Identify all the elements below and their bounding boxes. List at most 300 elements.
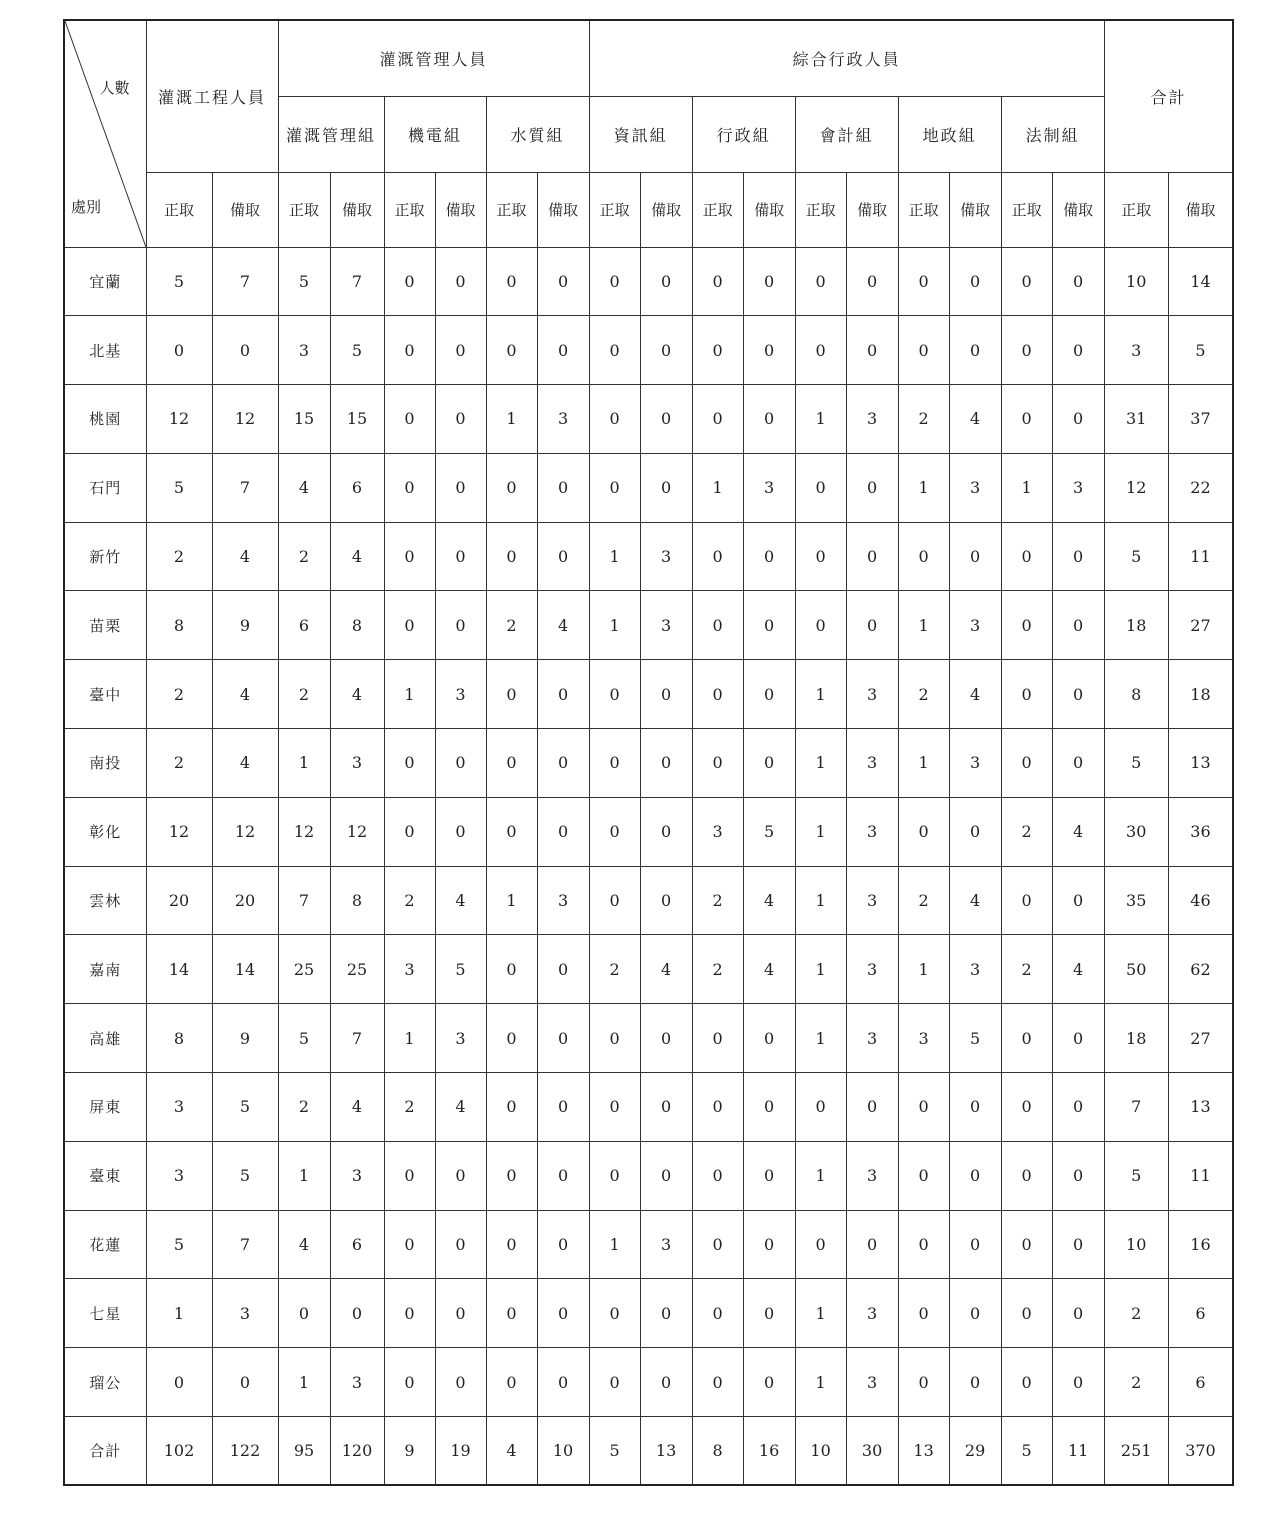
region-cell: 南投 [64,729,146,798]
value-cell: 0 [589,1004,640,1073]
corner-region-label: 處別 [71,197,102,216]
quota-table [63,19,1234,1486]
value-cell: 46 [1168,866,1233,935]
table-row [64,385,1233,454]
value-cell: 0 [486,1073,537,1142]
region-cell: 嘉南 [64,935,146,1004]
value-cell: 0 [795,247,846,316]
value-cell: 0 [743,316,795,385]
subgroup-header: 地政組 [898,96,1001,172]
value-cell: 0 [949,247,1001,316]
value-cell: 8 [1104,660,1168,729]
value-cell: 5 [589,1417,640,1486]
value-cell: 0 [1001,729,1052,798]
value-cell: 0 [146,1348,212,1417]
value-cell: 1 [486,866,537,935]
value-cell: 0 [692,247,743,316]
value-cell: 8 [330,866,384,935]
value-cell: 370 [1168,1417,1233,1486]
value-cell: 0 [1001,522,1052,591]
value-cell: 0 [384,1210,435,1279]
value-cell: 3 [743,453,795,522]
value-cell: 5 [212,1073,278,1142]
value-cell: 2 [278,1073,330,1142]
value-cell: 0 [898,316,949,385]
value-cell: 0 [692,1210,743,1279]
subgroup-header: 行政組 [692,96,795,172]
value-cell: 0 [1001,866,1052,935]
value-cell: 0 [1001,1210,1052,1279]
value-cell: 0 [898,522,949,591]
value-cell: 8 [146,591,212,660]
region-cell: 宜蘭 [64,247,146,316]
quota-table-container [63,19,1234,1486]
value-cell: 2 [384,1073,435,1142]
value-cell: 0 [640,1348,692,1417]
value-cell: 25 [278,935,330,1004]
value-cell: 12 [146,385,212,454]
value-cell: 0 [795,1210,846,1279]
value-cell: 20 [212,866,278,935]
kind-header-alternate: 備取 [846,172,898,247]
value-cell: 3 [846,385,898,454]
value-cell: 0 [949,522,1001,591]
value-cell: 3 [692,797,743,866]
value-cell: 9 [212,591,278,660]
value-cell: 0 [486,316,537,385]
value-cell: 1 [898,935,949,1004]
value-cell: 0 [743,247,795,316]
value-cell: 11 [1168,1141,1233,1210]
value-cell: 0 [486,660,537,729]
value-cell: 0 [589,660,640,729]
value-cell: 0 [692,1279,743,1348]
value-cell: 0 [640,316,692,385]
value-cell: 0 [486,453,537,522]
table-body [64,247,1233,1485]
value-cell: 0 [692,385,743,454]
value-cell: 6 [1168,1279,1233,1348]
kind-header-primary: 正取 [146,172,212,247]
table-row [64,591,1233,660]
value-cell: 4 [212,729,278,798]
value-cell: 3 [537,866,589,935]
value-cell: 5 [278,1004,330,1073]
value-cell: 12 [1104,453,1168,522]
value-cell: 0 [384,1279,435,1348]
value-cell: 0 [146,316,212,385]
region-cell: 七星 [64,1279,146,1348]
value-cell: 0 [692,316,743,385]
value-cell: 0 [640,385,692,454]
value-cell: 0 [537,1279,589,1348]
value-cell: 16 [743,1417,795,1486]
value-cell: 3 [640,591,692,660]
table-row [64,453,1233,522]
value-cell: 0 [795,1073,846,1142]
value-cell: 0 [1052,1004,1104,1073]
value-cell: 1 [589,1210,640,1279]
value-cell: 2 [1104,1348,1168,1417]
value-cell: 0 [692,729,743,798]
value-cell: 0 [1001,1348,1052,1417]
region-cell: 北基 [64,316,146,385]
value-cell: 0 [1001,1279,1052,1348]
value-cell: 0 [949,1210,1001,1279]
value-cell: 15 [278,385,330,454]
region-cell: 瑠公 [64,1348,146,1417]
management-header: 灌溉管理人員 [278,20,589,96]
value-cell: 0 [1052,316,1104,385]
value-cell: 0 [1001,591,1052,660]
value-cell: 4 [278,453,330,522]
value-cell: 5 [146,247,212,316]
value-cell: 5 [1104,522,1168,591]
value-cell: 13 [1168,729,1233,798]
value-cell: 0 [898,797,949,866]
value-cell: 11 [1052,1417,1104,1486]
kind-header-primary: 正取 [795,172,846,247]
table-row [64,1210,1233,1279]
kind-header-alternate: 備取 [743,172,795,247]
value-cell: 0 [486,1348,537,1417]
table-row [64,1141,1233,1210]
value-cell: 0 [743,1348,795,1417]
value-cell: 5 [212,1141,278,1210]
value-cell: 0 [486,1004,537,1073]
value-cell: 0 [949,797,1001,866]
value-cell: 4 [435,866,486,935]
value-cell: 0 [795,453,846,522]
value-cell: 2 [278,660,330,729]
value-cell: 1 [486,385,537,454]
value-cell: 1 [795,935,846,1004]
kind-header-alternate: 備取 [949,172,1001,247]
value-cell: 16 [1168,1210,1233,1279]
value-cell: 0 [384,247,435,316]
value-cell: 0 [486,1210,537,1279]
value-cell: 4 [212,522,278,591]
region-cell: 桃園 [64,385,146,454]
value-cell: 0 [1052,522,1104,591]
value-cell: 4 [278,1210,330,1279]
value-cell: 0 [537,935,589,1004]
value-cell: 0 [435,729,486,798]
value-cell: 1 [384,1004,435,1073]
value-cell: 0 [537,797,589,866]
value-cell: 0 [949,1073,1001,1142]
value-cell: 0 [1052,591,1104,660]
value-cell: 2 [146,522,212,591]
value-cell: 0 [589,1348,640,1417]
value-cell: 0 [1052,247,1104,316]
value-cell: 0 [692,1348,743,1417]
value-cell: 102 [146,1417,212,1486]
value-cell: 7 [1104,1073,1168,1142]
value-cell: 4 [1052,935,1104,1004]
value-cell: 3 [330,729,384,798]
value-cell: 0 [384,1348,435,1417]
value-cell: 0 [640,453,692,522]
value-cell: 0 [330,1279,384,1348]
value-cell: 0 [1052,1279,1104,1348]
value-cell: 3 [537,385,589,454]
value-cell: 0 [589,797,640,866]
value-cell: 0 [537,1004,589,1073]
value-cell: 4 [949,660,1001,729]
value-cell: 4 [212,660,278,729]
value-cell: 7 [212,453,278,522]
value-cell: 13 [640,1417,692,1486]
value-cell: 0 [692,660,743,729]
value-cell: 0 [1052,385,1104,454]
value-cell: 2 [692,866,743,935]
value-cell: 3 [846,935,898,1004]
value-cell: 0 [589,866,640,935]
value-cell: 3 [212,1279,278,1348]
value-cell: 18 [1104,1004,1168,1073]
value-cell: 0 [640,1279,692,1348]
value-cell: 0 [692,1141,743,1210]
value-cell: 2 [898,660,949,729]
region-cell: 臺東 [64,1141,146,1210]
value-cell: 8 [692,1417,743,1486]
value-cell: 1 [384,660,435,729]
value-cell: 0 [640,866,692,935]
value-cell: 1 [795,797,846,866]
value-cell: 0 [846,522,898,591]
value-cell: 9 [384,1417,435,1486]
value-cell: 3 [640,522,692,591]
value-cell: 4 [949,866,1001,935]
value-cell: 3 [640,1210,692,1279]
value-cell: 0 [589,1279,640,1348]
region-cell: 合計 [64,1417,146,1486]
value-cell: 8 [330,591,384,660]
value-cell: 4 [743,935,795,1004]
value-cell: 2 [278,522,330,591]
value-cell: 0 [743,1279,795,1348]
value-cell: 62 [1168,935,1233,1004]
value-cell: 3 [846,1004,898,1073]
value-cell: 1 [1001,453,1052,522]
value-cell: 1 [278,1348,330,1417]
value-cell: 7 [212,1210,278,1279]
value-cell: 30 [1104,797,1168,866]
value-cell: 0 [384,385,435,454]
value-cell: 0 [1001,1004,1052,1073]
kind-header-primary: 正取 [384,172,435,247]
table-row [64,1004,1233,1073]
value-cell: 0 [212,1348,278,1417]
value-cell: 7 [278,866,330,935]
value-cell: 251 [1104,1417,1168,1486]
value-cell: 0 [743,1141,795,1210]
value-cell: 0 [537,729,589,798]
value-cell: 0 [435,1141,486,1210]
value-cell: 0 [898,1279,949,1348]
value-cell: 4 [640,935,692,1004]
value-cell: 8 [146,1004,212,1073]
value-cell: 30 [846,1417,898,1486]
subgroup-header: 灌溉管理組 [278,96,384,172]
value-cell: 0 [589,1073,640,1142]
value-cell: 7 [330,1004,384,1073]
value-cell: 0 [486,1279,537,1348]
value-cell: 14 [212,935,278,1004]
kind-header-alternate: 備取 [435,172,486,247]
value-cell: 120 [330,1417,384,1486]
table-row [64,316,1233,385]
value-cell: 0 [743,1210,795,1279]
value-cell: 0 [692,591,743,660]
value-cell: 4 [743,866,795,935]
value-cell: 95 [278,1417,330,1486]
value-cell: 0 [537,247,589,316]
value-cell: 3 [435,1004,486,1073]
kind-header-alternate: 備取 [640,172,692,247]
region-cell: 新竹 [64,522,146,591]
value-cell: 6 [1168,1348,1233,1417]
value-cell: 0 [435,591,486,660]
value-cell: 12 [212,797,278,866]
value-cell: 0 [743,729,795,798]
region-cell: 石門 [64,453,146,522]
value-cell: 7 [212,247,278,316]
table-row [64,797,1233,866]
value-cell: 4 [537,591,589,660]
value-cell: 6 [330,453,384,522]
value-cell: 13 [1168,1073,1233,1142]
value-cell: 2 [384,866,435,935]
value-cell: 0 [846,591,898,660]
value-cell: 3 [846,1141,898,1210]
value-cell: 0 [537,1073,589,1142]
value-cell: 4 [486,1417,537,1486]
value-cell: 1 [589,591,640,660]
value-cell: 0 [1001,385,1052,454]
value-cell: 0 [589,247,640,316]
kind-header-alternate: 備取 [537,172,589,247]
value-cell: 0 [1052,866,1104,935]
value-cell: 3 [278,316,330,385]
table-row [64,522,1233,591]
value-cell: 18 [1104,591,1168,660]
table-row [64,866,1233,935]
value-cell: 1 [795,1004,846,1073]
value-cell: 12 [278,797,330,866]
value-cell: 1 [795,866,846,935]
value-cell: 3 [435,660,486,729]
value-cell: 0 [486,729,537,798]
value-cell: 14 [146,935,212,1004]
value-cell: 122 [212,1417,278,1486]
value-cell: 0 [435,1210,486,1279]
value-cell: 0 [640,1004,692,1073]
value-cell: 0 [640,797,692,866]
region-cell: 高雄 [64,1004,146,1073]
value-cell: 31 [1104,385,1168,454]
value-cell: 0 [846,247,898,316]
value-cell: 1 [278,1141,330,1210]
value-cell: 2 [1104,1279,1168,1348]
value-cell: 2 [146,660,212,729]
value-cell: 3 [846,729,898,798]
value-cell: 0 [435,453,486,522]
value-cell: 0 [898,1141,949,1210]
value-cell: 0 [589,453,640,522]
kind-header-primary: 正取 [692,172,743,247]
value-cell: 0 [212,316,278,385]
value-cell: 0 [949,1279,1001,1348]
value-cell: 2 [589,935,640,1004]
value-cell: 29 [949,1417,1001,1486]
subgroup-header: 會計組 [795,96,898,172]
value-cell: 19 [435,1417,486,1486]
value-cell: 3 [330,1348,384,1417]
value-cell: 0 [640,660,692,729]
value-cell: 3 [949,453,1001,522]
value-cell: 2 [898,866,949,935]
value-cell: 0 [1052,1141,1104,1210]
value-cell: 4 [330,1073,384,1142]
value-cell: 4 [1052,797,1104,866]
value-cell: 0 [384,591,435,660]
admin-header: 綜合行政人員 [589,20,1104,96]
value-cell: 5 [949,1004,1001,1073]
value-cell: 0 [692,1004,743,1073]
value-cell: 0 [743,385,795,454]
value-cell: 3 [384,935,435,1004]
value-cell: 0 [640,1141,692,1210]
value-cell: 0 [435,1279,486,1348]
kind-header-alternate: 備取 [330,172,384,247]
value-cell: 0 [537,316,589,385]
value-cell: 25 [330,935,384,1004]
value-cell: 10 [1104,247,1168,316]
table-row [64,1348,1233,1417]
kind-header-row [64,172,1233,247]
value-cell: 3 [146,1073,212,1142]
value-cell: 0 [1001,660,1052,729]
value-cell: 1 [589,522,640,591]
value-cell: 0 [743,660,795,729]
kind-header-primary: 正取 [278,172,330,247]
value-cell: 3 [846,1348,898,1417]
subgroup-header: 資訊組 [589,96,692,172]
value-cell: 37 [1168,385,1233,454]
value-cell: 0 [846,1210,898,1279]
value-cell: 0 [384,729,435,798]
kind-header-primary: 正取 [589,172,640,247]
corner-count-label: 人數 [99,79,130,97]
value-cell: 0 [384,453,435,522]
value-cell: 6 [330,1210,384,1279]
value-cell: 0 [640,729,692,798]
value-cell: 3 [898,1004,949,1073]
value-cell: 3 [949,935,1001,1004]
kind-header-primary: 正取 [898,172,949,247]
value-cell: 0 [692,1073,743,1142]
value-cell: 0 [589,385,640,454]
value-cell: 1 [795,1348,846,1417]
value-cell: 2 [486,591,537,660]
value-cell: 0 [640,1073,692,1142]
value-cell: 0 [949,316,1001,385]
table-row [64,1417,1233,1486]
value-cell: 1 [692,453,743,522]
value-cell: 3 [949,729,1001,798]
